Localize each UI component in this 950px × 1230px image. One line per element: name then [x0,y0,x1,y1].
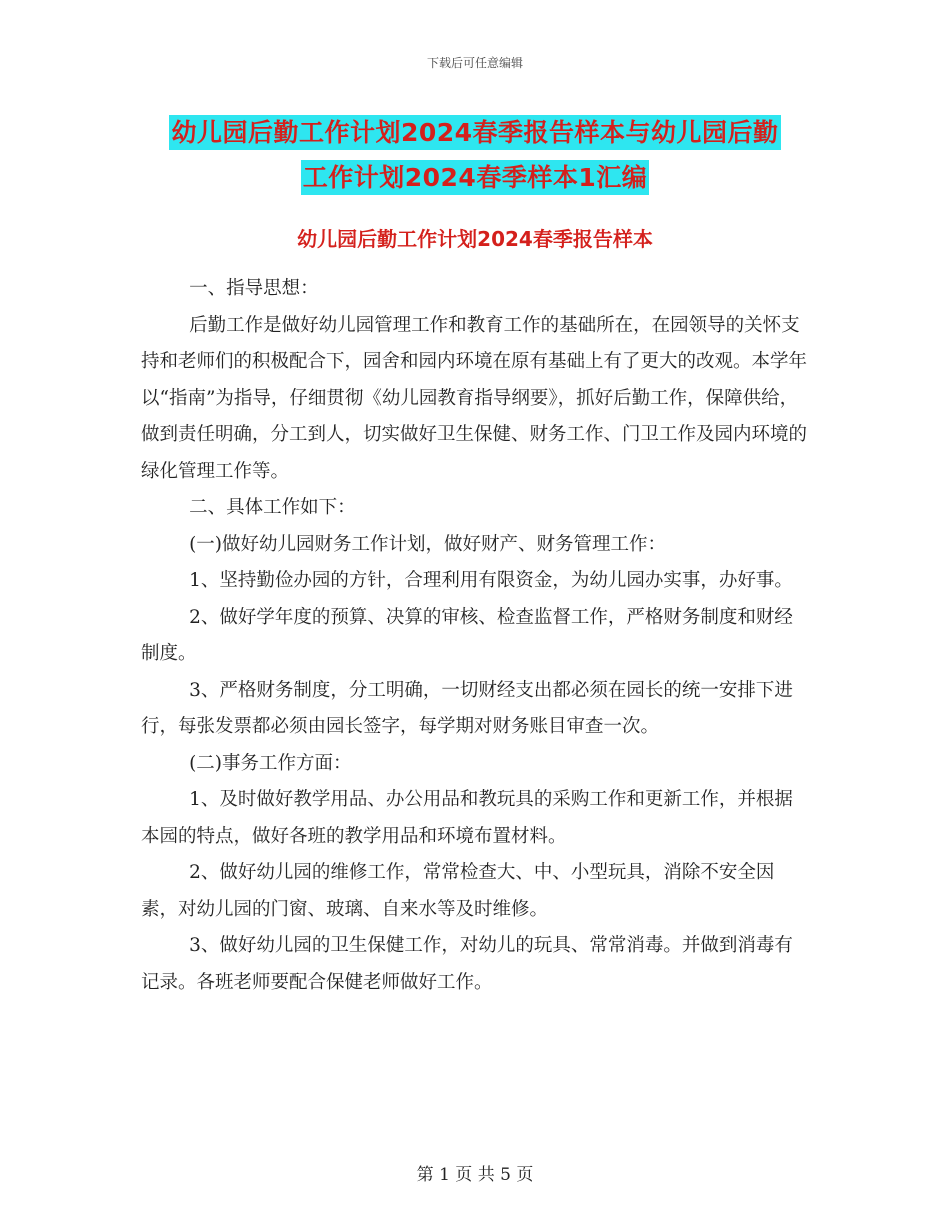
page-footer: 第 1 页 共 5 页 [416,1165,534,1185]
paragraph: 2、做好幼儿园的维修工作，常常检查大、中、小型玩具，消除不安全因素，对幼儿园的门窗、玻璃、自来水等及时维修。 [141,862,775,920]
paragraph: 3、做好幼儿园的卫生保健工作，对幼儿的玩具、常常消毒。并做到消毒有记录。各班老师要配合保健老师做好工作。 [141,935,793,993]
title-highlight: 幼儿园后勤工作计划2024春季报告样本与幼儿园后勤 [169,115,780,150]
paragraph: 二、具体工作如下： [189,497,356,518]
document-title-line-2 [0,158,950,194]
paragraph: (二)事务工作方面： [189,752,352,774]
paragraph: 后勤工作是做好幼儿园管理工作和教育工作的基础所在，在园领导的关怀支持和老师们的积极配合下，园舍和园内环境在原有基础上有了更大的改观。本学年以“指南”为指导，仔细贯彻《幼儿园教育指导纲要》，抓好后勤工作，保障供给，做到责任明确，分工到人，切实做好卫生保健、财务工作、门卫工作及园内环境的绿化管理工作等。 [141,314,808,482]
paragraph: 一、指导思想： [189,278,319,299]
paragraph: 2、做好学年度的预算、决算的审核、检查监督工作，严格财务制度和财经制度。 [141,606,793,664]
title-highlight: 工作计划2024春季样本1汇编 [301,160,649,195]
document-title-line-1 [0,113,950,149]
section-subtitle: 幼儿园后勤工作计划2024春季报告样本 [297,227,653,251]
paragraph: (一)做好幼儿园财务工作计划，做好财产、财务管理工作： [189,533,667,555]
document-body [141,271,811,1001]
paragraph: 3、严格财务制度，分工明确，一切财经支出都必须在园长的统一安排下进行，每张发票都必须由园长签字，每学期对财务账目审查一次。 [141,679,793,737]
paragraph: 1、及时做好教学用品、办公用品和教玩具的采购工作和更新工作，并根据本园的特点，做好各班的教学用品和环境布置材料。 [141,789,793,847]
header-note: 下载后可任意编辑 [426,56,523,70]
paragraph: 1、坚持勤俭办园的方针，合理利用有限资金，为幼儿园办实事，办好事。 [189,570,793,591]
